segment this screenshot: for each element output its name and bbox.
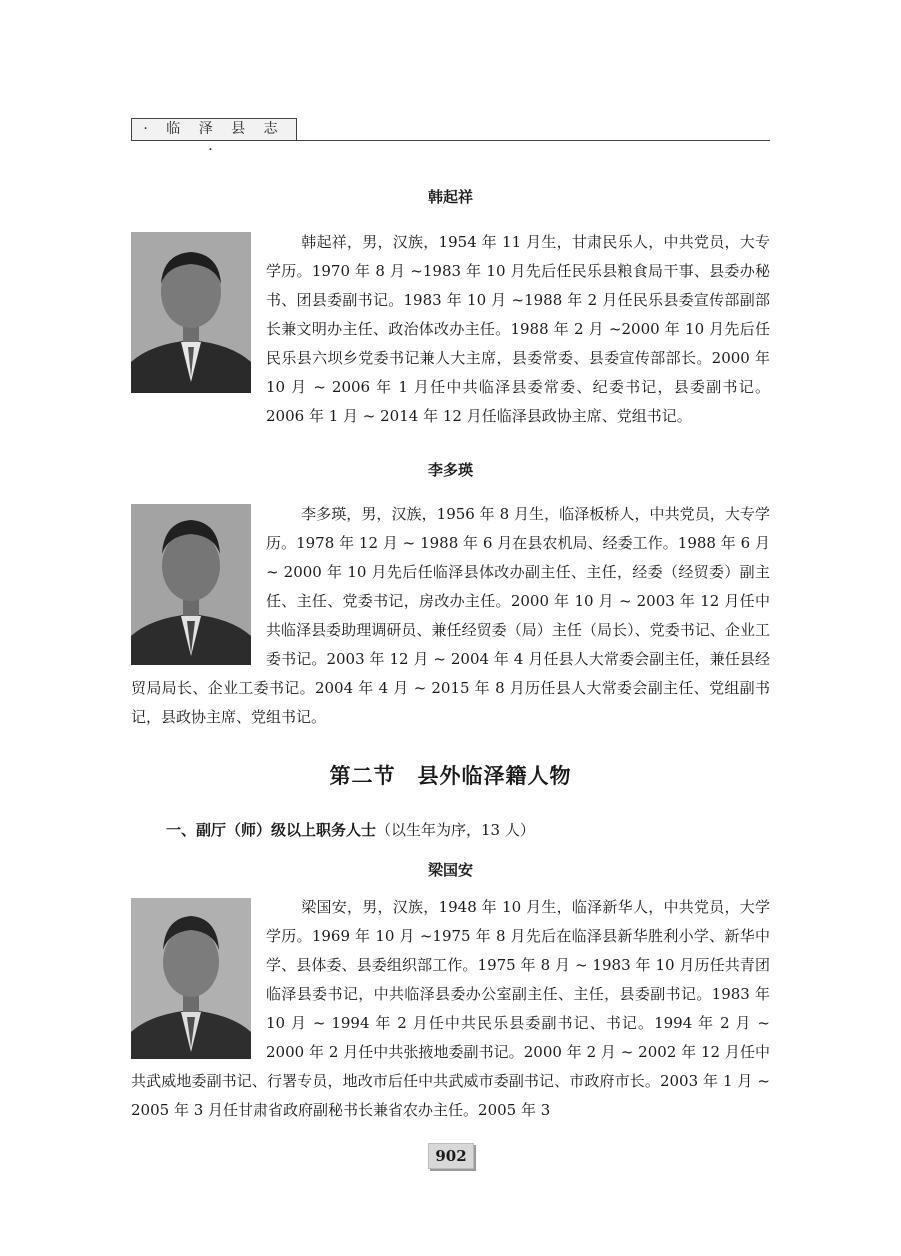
person-name: 梁国安 [427,861,473,879]
running-header [131,118,770,158]
person-name: 韩起祥 [427,188,473,206]
person-name: 李多瑛 [427,461,473,479]
page-number: 902 [428,1143,474,1169]
person-bio: 李多瑛，男，汉族，1956 年 8 月生，临泽板桥人，中共党员，大专学历。1978 年 12 月 ~ 1988 年 6 月在县农机局、经委工作。1988 年 6 月 ~ 2000 年 10 月先后任临泽县体改办副主任、主任，经委（经贸委）副主任、主任、党委书记，房改办主任。2000 年 10 月 ~ 2003 年 12 月任中共临泽县委助理调研员、兼任经贸委（局）主任（局长）、党委书记、企业工委书记。2003 年 12 月 ~ 2004 年 4 月任县人大常委会副主任，兼任县经贸局局长、企业工委书记。2004 年 4 月 ~ 2015 年 8 月历任县人大常委会副主任、党组副书记，县政协主席、党组书记。 [131,505,770,726]
subheading-note: （以生年为序，13 人） [376,821,535,839]
person-bio: 韩起祥，男，汉族，1954 年 11 月生，甘肃民乐人，中共党员，大专学历。1970 年 8 月 ~1983 年 10 月先后任民乐县粮食局干事、县委办秘书、团县委副书记。1983 年 10 月 ~1988 年 2 月任民乐县委宣传部副部长兼文明办主任、政治体改办主任。1988 年 2 月 ~2000 年 10 月先后任民乐县六坝乡党委书记兼人大主席，县委常委、县委宣传部部长。2000 年 10 月 ~ 2006 年 1 月任中共临泽县委常委、纪委书记，县委副书记。2006 年 1 月 ~ 2014 年 12 月任临泽县政协主席、党组书记。 [266,233,770,425]
subheading-bold: 一、副厅（师）级以上职务人士 [166,821,377,839]
subheading [166,819,535,840]
header-title: · 临 泽 县 志 · [131,118,297,140]
person-bio: 梁国安，男，汉族，1948 年 10 月生，临泽新华人，中共党员，大学学历。1969 年 10 月 ~1975 年 8 月先后在临泽县新华胜利小学、新华中学、县体委、县委组织部工作。1975 年 8 月 ~ 1983 年 10 月历任共青团临泽县委书记，中共临泽县委办公室副主任、主任，县委副书记。1983 年 10 月 ~ 1994 年 2 月任中共民乐县委副书记、书记。1994 年 2 月 ~ 2000 年 2 月任中共张掖地委副书记。2000 年 2 月 ~ 2002 年 12 月任中共武威地委副书记、行署专员，地改市后任中共武威市委副书记、市政府市长。2003 年 1 月 ~ 2005 年 3 月任甘肃省政府副秘书长兼省农办主任。2005 年 3 [131,898,770,1119]
section-title: 第二节 县外临泽籍人物 [329,764,572,788]
